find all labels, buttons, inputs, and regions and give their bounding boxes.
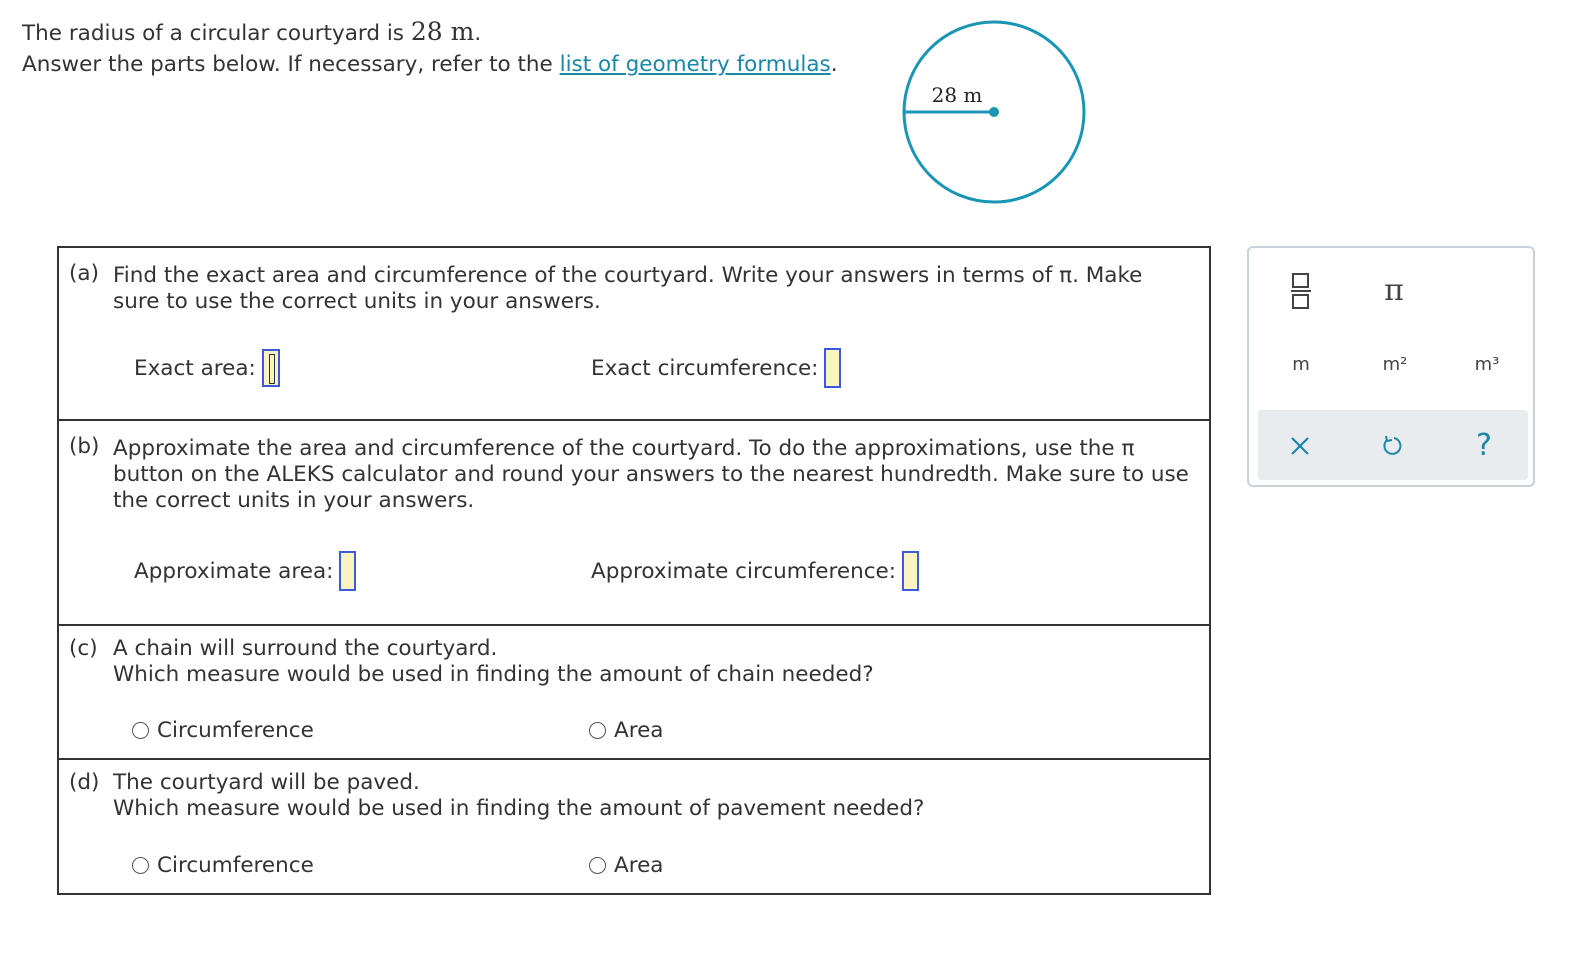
exact-area-field <box>134 348 591 388</box>
exact-circumference-field <box>591 348 841 388</box>
close-icon <box>1289 435 1311 457</box>
radio-button[interactable] <box>132 722 149 739</box>
fraction-icon <box>1291 271 1311 311</box>
center-point <box>989 107 999 117</box>
approx-circumference-input[interactable] <box>902 551 919 591</box>
radio-button[interactable] <box>132 857 149 874</box>
approx-area-field <box>134 551 591 591</box>
unit-m2-button[interactable] <box>1367 344 1423 384</box>
exact-area-label: Exact area: <box>134 355 256 381</box>
problem-intro <box>22 16 838 80</box>
intro-text-2: Answer the parts below. If necessary, refer to the <box>22 52 560 77</box>
clear-button[interactable] <box>1275 424 1325 468</box>
radius-value: 28 m <box>410 17 475 46</box>
exact-circumference-label: Exact circumference: <box>591 355 819 381</box>
part-c-line-1: A chain will surround the courtyard. <box>113 636 498 661</box>
option-label: Area <box>614 718 664 743</box>
approx-circumference-label: Approximate circumference: <box>591 558 897 584</box>
fraction-button[interactable] <box>1279 266 1323 316</box>
part-a-answers <box>134 348 841 388</box>
approx-area-input[interactable] <box>339 551 356 591</box>
part-d <box>59 758 1209 893</box>
period: . <box>474 21 482 46</box>
part-b-question <box>59 421 1209 514</box>
part-c-question <box>59 626 1209 688</box>
unit-m-button[interactable] <box>1277 344 1325 384</box>
circle-figure <box>896 14 1096 214</box>
pi-symbol-b: π <box>1121 436 1135 461</box>
part-c-option-area[interactable] <box>589 718 663 743</box>
unit-m2-label: m² <box>1382 353 1408 375</box>
option-label: Circumference <box>157 718 314 743</box>
part-d-option-circumference[interactable] <box>132 853 589 878</box>
radio-button[interactable] <box>589 722 606 739</box>
option-label: Area <box>614 853 664 878</box>
part-a-question <box>59 248 1209 315</box>
exact-area-input[interactable] <box>262 349 280 387</box>
intro-line-1 <box>22 16 838 49</box>
part-d-line-2: Which measure would be used in finding the amount of pavement needed? <box>113 796 925 821</box>
part-a <box>59 248 1209 419</box>
geometry-formulas-link[interactable]: list of geometry formulas <box>559 52 831 77</box>
unit-m-label: m <box>1292 353 1310 375</box>
part-b-text-2: button on the ALEKS calculator and round your answers to the nearest hundredth. Make sure to use the correct units in your answers. <box>113 462 1189 513</box>
part-d-option-area[interactable] <box>589 853 663 878</box>
intro-text: The radius of a circular courtyard is <box>22 21 411 46</box>
radio-button[interactable] <box>589 857 606 874</box>
pi-key-label: π <box>1384 272 1404 308</box>
part-c <box>59 624 1209 758</box>
option-label: Circumference <box>157 853 314 878</box>
part-b-answers <box>134 551 919 591</box>
part-a-label: (a) <box>69 261 99 286</box>
part-b <box>59 419 1209 624</box>
undo-icon <box>1380 434 1404 458</box>
intro-line-2 <box>22 49 838 80</box>
part-a-text-2: . Make sure to use the correct units in your answers. <box>113 263 1143 314</box>
question-parts <box>57 246 1211 895</box>
part-c-label: (c) <box>69 636 98 661</box>
unit-m3-button[interactable] <box>1459 344 1515 384</box>
help-button[interactable] <box>1459 422 1509 468</box>
part-c-options <box>132 718 663 743</box>
part-b-label: (b) <box>69 434 100 459</box>
undo-button[interactable] <box>1367 424 1417 468</box>
help-icon: ? <box>1476 427 1492 463</box>
pi-button[interactable] <box>1369 268 1419 312</box>
unit-m3-label: m³ <box>1474 353 1500 375</box>
period-2: . <box>830 52 838 77</box>
approx-circumference-field <box>591 551 919 591</box>
radius-label: 28 m <box>931 83 983 107</box>
part-d-question <box>59 760 1209 822</box>
approx-area-label: Approximate area: <box>134 558 334 584</box>
part-d-label: (d) <box>69 770 100 795</box>
part-d-line-1: The courtyard will be paved. <box>113 770 420 795</box>
part-c-option-circumference[interactable] <box>132 718 589 743</box>
part-c-line-2: Which measure would be used in finding the amount of chain needed? <box>113 662 874 687</box>
part-a-text: Find the exact area and circumference of the courtyard. Write your answers in terms of <box>113 263 1060 288</box>
part-b-text: Approximate the area and circumference of the courtyard. To do the approximations, use the <box>113 436 1122 461</box>
pi-symbol: π <box>1059 263 1073 288</box>
part-d-options <box>132 853 663 878</box>
math-keypad <box>1247 246 1535 487</box>
exact-circumference-input[interactable] <box>824 348 841 388</box>
